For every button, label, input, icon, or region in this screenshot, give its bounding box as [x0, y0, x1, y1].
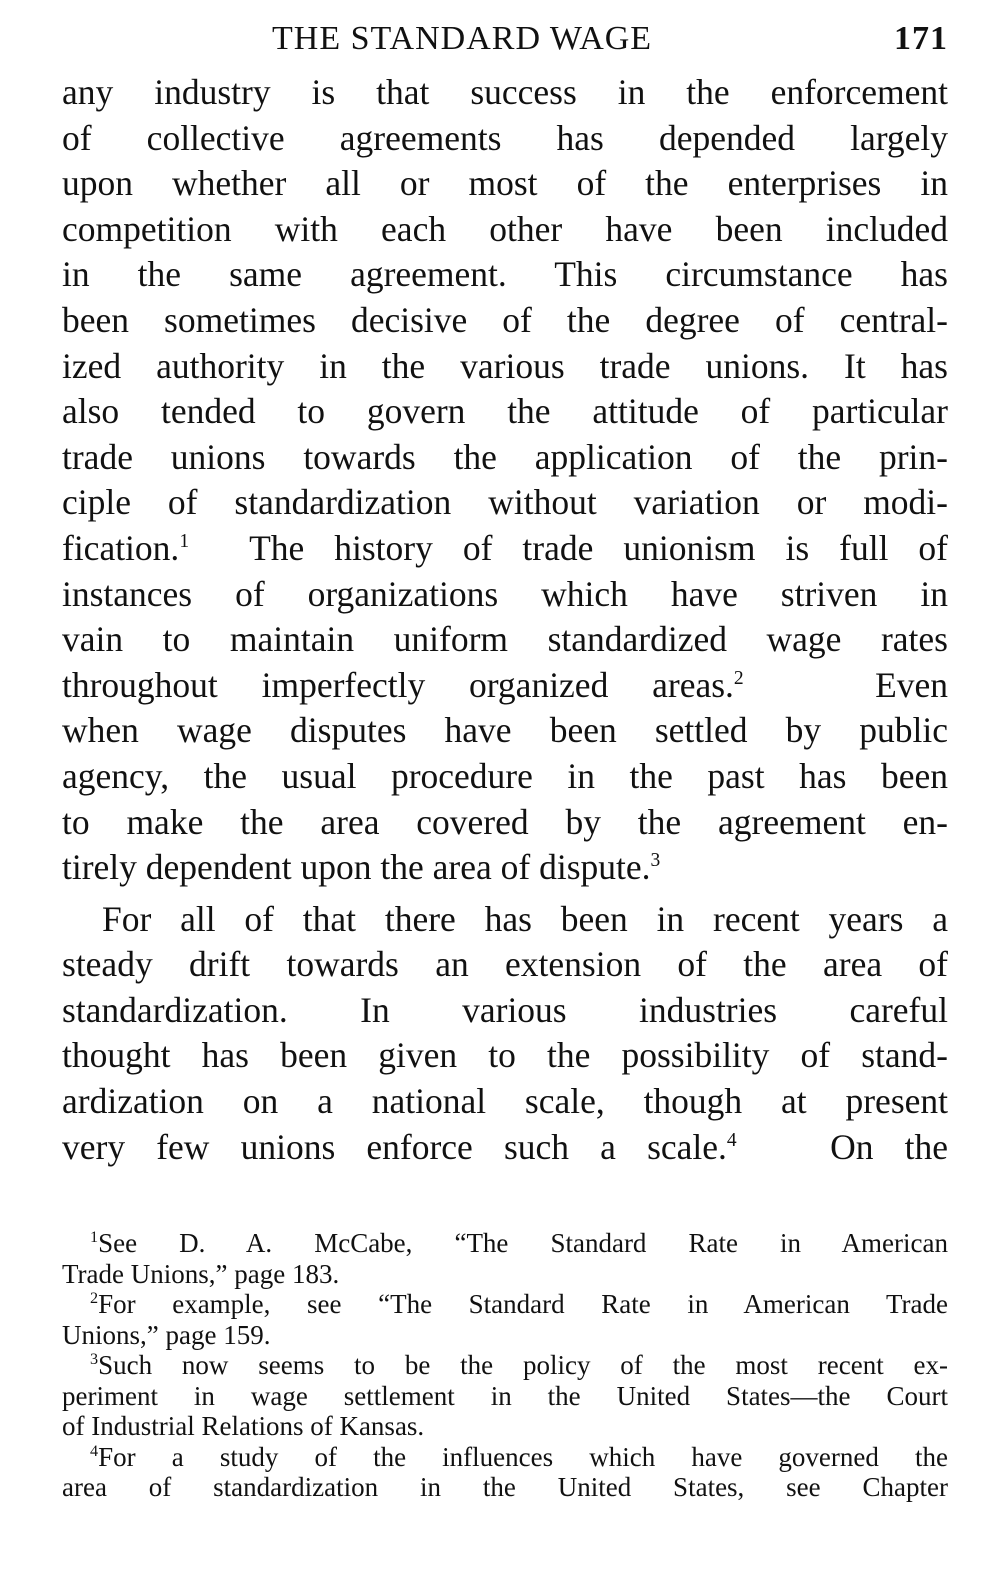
text-line: upon whether all or most of the enterprises in [62, 163, 948, 204]
footnote-line: Unions,” page 159. [62, 1319, 271, 1350]
footnote-mark: 1 [90, 1228, 99, 1247]
text-line: been sometimes decisive of the degree of central- [62, 299, 948, 340]
running-title: THE STANDARD WAGE [272, 20, 653, 57]
paragraph-1 [62, 70, 948, 891]
footnote-mark: 2 [90, 1289, 99, 1308]
text-segment: On the [830, 1126, 948, 1167]
text-line: competition with each other have been included [62, 208, 948, 249]
text-line: For all of that there has been in recent years a [102, 898, 948, 939]
text-segment: very few unions enforce such a scale. [62, 1126, 727, 1167]
footnote-text: Such now seems to be the policy of the most recent ex- [98, 1350, 948, 1381]
paragraph-2 [62, 897, 948, 1171]
footnote-text: For example, see “The Standard Rate in American Trade [98, 1289, 948, 1320]
text-line: instances of organizations which have striven in [62, 573, 948, 614]
footnote-text: See D. A. McCabe, “The Standard Rate in American [98, 1228, 948, 1259]
footnote-ref: 3 [650, 850, 661, 872]
text-line: any industry is that success in the enforcement [62, 72, 948, 112]
footnote-3 [62, 1350, 948, 1442]
text-line: ardization on a national scale, though at present [62, 1081, 948, 1122]
text-line: agency, the usual procedure in the past has been [62, 755, 948, 796]
text-line [62, 1125, 948, 1171]
text-line: also tended to govern the attitude of particular [62, 391, 948, 432]
text-line: trade unions towards the application of the prin- [62, 436, 948, 477]
text-segment: tirely dependent upon the area of dispute. [62, 847, 651, 888]
text-line: vain to maintain uniform standardized wage rates [62, 619, 948, 660]
footnotes [62, 1228, 948, 1503]
footnote-ref: 1 [179, 531, 190, 553]
text-segment: The history of trade unionism is full of [249, 527, 949, 568]
footnote-line [62, 1228, 948, 1259]
text-line: standardization. In various industries careful [62, 989, 948, 1030]
footnote-line [62, 1289, 948, 1320]
text-segment: Even [875, 664, 949, 705]
footnote-mark: 3 [90, 1350, 99, 1369]
footnote-text: For a study of the influences which have governed the [98, 1441, 948, 1472]
footnote-line: area of standardization in the United States, see Chapter [62, 1472, 948, 1503]
footnote-ref: 2 [733, 667, 744, 689]
text-line: steady drift towards an extension of the area of [62, 944, 948, 985]
footnote-line [62, 1350, 948, 1381]
footnote-line: periment in wage settlement in the United States—the Court [62, 1380, 948, 1411]
body-text [62, 70, 948, 1170]
text-segment: fication. [62, 527, 180, 568]
text-line: ciple of standardization without variation or modi- [62, 482, 948, 523]
footnote-ref: 4 [726, 1129, 737, 1151]
footnote-line: Trade Unions,” page 183. [62, 1258, 340, 1289]
footnote-mark: 4 [90, 1441, 99, 1460]
text-line: ized authority in the various trade unions. It has [62, 345, 948, 386]
text-line [62, 526, 948, 572]
text-line: to make the area covered by the agreement en- [62, 801, 948, 842]
text-line: when wage disputes have been settled by public [62, 710, 948, 751]
running-head [62, 20, 948, 70]
footnote-line [62, 1442, 948, 1473]
text-segment: throughout imperfectly organized areas. [62, 664, 734, 705]
page-number: 171 [894, 20, 948, 57]
footnote-4 [62, 1442, 948, 1503]
footnote-1 [62, 1228, 948, 1289]
text-line: in the same agreement. This circumstance has [62, 254, 948, 295]
text-line [62, 663, 948, 709]
text-line: thought has been given to the possibility of stand- [62, 1035, 948, 1076]
footnote-2 [62, 1289, 948, 1350]
footnote-line: of Industrial Relations of Kansas. [62, 1411, 425, 1442]
book-page [62, 20, 948, 1503]
text-line: of collective agreements has depended largely [62, 117, 948, 158]
text-line [62, 845, 948, 891]
